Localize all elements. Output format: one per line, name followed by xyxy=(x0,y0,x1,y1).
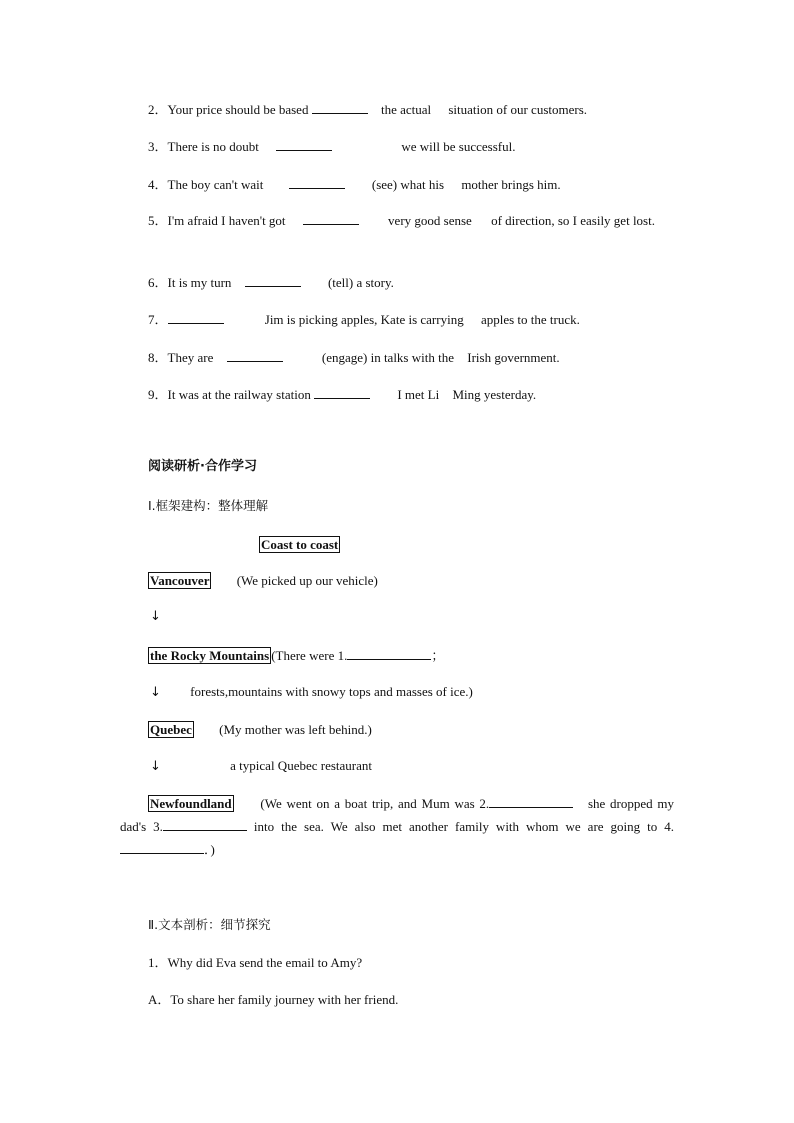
stop-vancouver xyxy=(148,572,378,590)
exercise-text: There is no doubt xyxy=(167,139,259,154)
note-quebec: (My mother was left behind.) xyxy=(219,722,372,737)
exercise-number: 8． xyxy=(148,350,168,365)
exercise-7 xyxy=(148,310,580,329)
rocky-detail-row xyxy=(150,683,473,702)
newfoundland-text: (We went on a boat trip, and Mum was 2. xyxy=(260,796,490,811)
newfoundland-text: she dropped my dad's 3. xyxy=(120,796,675,834)
answer-blank[interactable] xyxy=(227,348,283,362)
exercise-text: situation of our customers. xyxy=(448,102,588,117)
exercise-text: It is my turn xyxy=(167,275,232,290)
exercise-number: 7． xyxy=(148,312,168,327)
exercise-text: Jim is picking apples, Kate is carrying xyxy=(264,312,464,327)
exercise-number: 3． xyxy=(148,139,168,154)
exercise-text: They are xyxy=(167,350,214,365)
answer-blank[interactable] xyxy=(289,175,345,189)
note-rocky: (There were 1. xyxy=(271,648,348,663)
title-text: Coast to coast xyxy=(261,537,339,552)
down-arrow-icon: ↓ xyxy=(150,685,161,700)
exercise-8 xyxy=(148,348,560,367)
quebec-detail-row xyxy=(150,757,372,776)
place-rocky: the Rocky Mountains xyxy=(150,648,270,663)
exercise-text: I'm afraid I haven't got xyxy=(167,213,286,228)
stop-rocky-mountains xyxy=(148,646,444,665)
exercise-4 xyxy=(148,175,561,194)
answer-blank[interactable] xyxy=(245,273,301,287)
answer-blank[interactable] xyxy=(303,211,359,225)
exercise-text: (engage) in talks with the xyxy=(321,350,454,365)
answer-blank-2[interactable] xyxy=(489,794,573,808)
down-arrow-icon: ↓ xyxy=(150,609,161,624)
exercise-text: I met Li xyxy=(397,387,440,402)
exercise-9 xyxy=(148,385,536,404)
exercise-text: (tell) a story. xyxy=(327,275,394,290)
option-a[interactable]: A．To share her family journey with her friend. xyxy=(148,992,399,1007)
section-framework: Ⅰ.框架建构：整体理解 xyxy=(148,498,269,513)
exercise-5 xyxy=(120,209,674,232)
stop-quebec xyxy=(148,721,372,739)
answer-blank-4[interactable] xyxy=(120,840,204,854)
title-coast-to-coast xyxy=(259,536,340,554)
rocky-detail: forests,mountains with snowy tops and masses of ice.) xyxy=(190,684,473,699)
exercise-number: 2． xyxy=(148,102,168,117)
exercise-number: 4． xyxy=(148,177,168,192)
question-1: 1．Why did Eva send the email to Amy? xyxy=(148,955,363,970)
down-arrow-icon: ↓ xyxy=(150,759,161,774)
exercise-text: (see) what his xyxy=(371,177,445,192)
exercise-text: of direction, so I easily get lost. xyxy=(491,213,655,228)
exercise-text: The boy can't wait xyxy=(167,177,264,192)
exercise-text: Your price should be based xyxy=(167,102,309,117)
exercise-text: mother brings him. xyxy=(461,177,561,192)
newfoundland-text: ．) xyxy=(204,842,215,857)
exercise-text: apples to the truck. xyxy=(480,312,580,327)
exercise-text: It was at the railway station xyxy=(167,387,311,402)
exercise-text: very good sense xyxy=(388,213,472,228)
newfoundland-text: into the sea. We also met another family with whom we are going to 4. xyxy=(253,819,675,834)
exercise-2 xyxy=(148,100,587,119)
reading-heading: 阅读研析·合作学习 xyxy=(148,459,257,474)
exercise-text: Ming yesterday. xyxy=(452,387,537,402)
exercise-text: Irish government. xyxy=(467,350,560,365)
quebec-detail: a typical Quebec restaurant xyxy=(230,758,373,773)
place-quebec: Quebec xyxy=(150,722,192,737)
answer-blank[interactable] xyxy=(168,310,224,324)
exercise-text: we will be successful. xyxy=(401,139,516,154)
section-detail: Ⅱ.文本剖析：细节探究 xyxy=(148,917,271,932)
exercise-text: the actual xyxy=(380,102,432,117)
exercise-3 xyxy=(148,137,515,156)
answer-blank[interactable] xyxy=(314,385,370,399)
exercise-number: 9． xyxy=(148,387,168,402)
answer-blank[interactable] xyxy=(312,100,368,114)
exercise-number: 6． xyxy=(148,275,168,290)
answer-blank-1[interactable] xyxy=(347,646,431,660)
exercise-number: 5． xyxy=(148,213,168,228)
place-vancouver: Vancouver xyxy=(150,573,210,588)
answer-blank-3[interactable] xyxy=(163,817,247,831)
place-newfoundland: Newfoundland xyxy=(150,796,232,811)
exercise-6 xyxy=(148,273,394,292)
semicolon: ； xyxy=(431,648,445,663)
stop-newfoundland xyxy=(120,792,674,861)
note-vancouver: (We picked up our vehicle) xyxy=(236,573,378,588)
answer-blank[interactable] xyxy=(276,137,332,151)
